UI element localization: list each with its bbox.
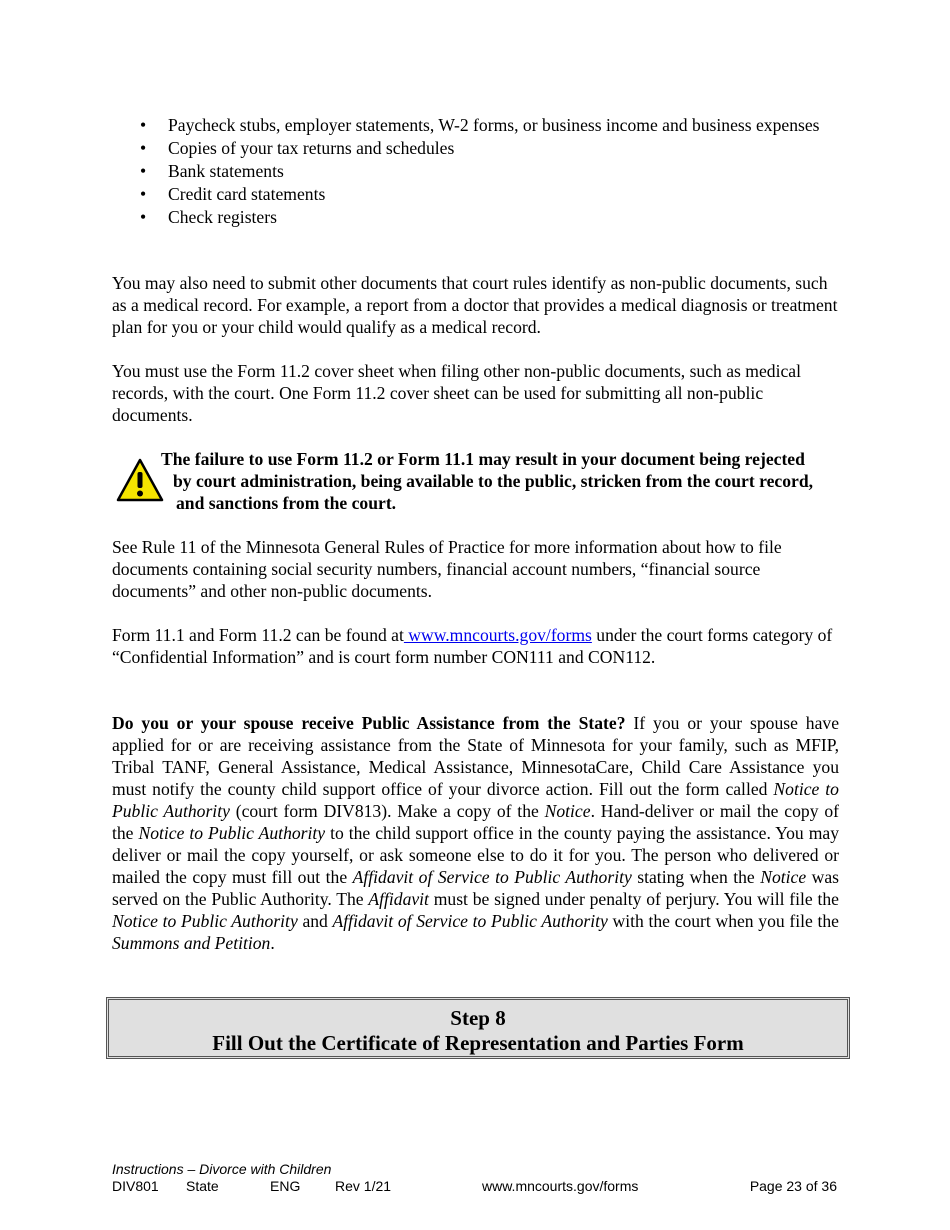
footer-title: Instructions – Divorce with Children <box>112 1161 332 1177</box>
paragraph-text: If you or your spouse have applied for or are receiving assistance from the State of Minnesota for your family, such as MFIP, Tribal TANF, General Assistance, Medical Assistance, MinnesotaCare, Child Care Assistance you must notify the county child support office of your divorce action. Fill out the form called <box>112 713 839 799</box>
list-item: • Credit card statements <box>112 183 839 205</box>
form-title: Affidavit of Service to Public Authority <box>332 911 608 931</box>
step-8-heading-box <box>106 997 850 1059</box>
footer-row <box>112 1178 839 1195</box>
non-public-documents-paragraph: You may also need to submit other documents that court rules identify as non-public documents, such as a medical record. For example, a report from a doctor that provides a medical diagnosis or treatment plan for you or your child would qualify as a medical record. <box>112 273 838 337</box>
forms-location-text: under the court forms category of “Confidential Information” and is court form number CON111 and CON112. <box>112 625 833 667</box>
form-title: Notice to Public Authority <box>112 779 839 821</box>
footer-form-number: DIV801 <box>112 1178 159 1194</box>
rule-11-paragraph: See Rule 11 of the Minnesota General Rules of Practice for more information about how to file documents containing social security numbers, financial account numbers, “financial source documents” and other non-public documents. <box>112 537 782 601</box>
public-assistance-paragraph <box>112 712 839 954</box>
public-assistance-heading: Do you or your spouse receive Public Assistance from the State? <box>112 713 626 733</box>
paragraph-text: . <box>270 933 275 953</box>
paragraph-text: . Hand-deliver or mail the copy of the <box>112 801 839 843</box>
warning-triangle-icon <box>116 458 164 502</box>
paragraph-text: stating when the <box>631 867 761 887</box>
form-title: Notice <box>544 801 591 821</box>
footer-page-number: Page 23 of 36 <box>749 1178 837 1194</box>
footer-revision: Rev 1/21 <box>335 1178 392 1194</box>
paragraph-text: with the court when you file the <box>607 911 839 931</box>
step-number: Step 8 <box>450 1006 506 1030</box>
form-title: Summons and Petition <box>112 933 271 953</box>
forms-location-paragraph <box>112 624 839 668</box>
paragraph-text: and <box>297 911 333 931</box>
forms-location-text: Form 11.1 and Form 11.2 can be found at <box>112 625 404 645</box>
paragraph-text: (court form DIV813). Make a copy of the <box>229 801 545 821</box>
step-title: Fill Out the Certificate of Representation and Parties Form <box>212 1031 744 1055</box>
form-title: Notice <box>760 867 807 887</box>
footer-language: ENG <box>270 1178 301 1194</box>
footer-state: State <box>186 1178 219 1194</box>
warning-line: and sanctions from the court. <box>176 493 397 513</box>
warning-line: by court administration, being available to the public, stricken from the court record, <box>173 471 814 491</box>
paragraph-text: to the child support office in the county paying the assistance. You may deliver or mail the copy yourself, or ask someone else to do it for you. The person who delivered or mailed the copy must fill out the <box>112 823 839 887</box>
form-title: Affidavit of Service to Public Authority <box>352 867 632 887</box>
paragraph-text: must be signed under penalty of perjury. You will file the <box>428 889 839 909</box>
form-title: Notice to Public Authority <box>112 911 298 931</box>
warning-line: The failure to use Form 11.2 or Form 11.1 may result in your document being rejected <box>161 449 805 469</box>
page-footer <box>112 1161 839 1195</box>
footer-url: www.mncourts.gov/forms <box>482 1178 639 1194</box>
form-11-2-paragraph: You must use the Form 11.2 cover sheet when filing other non-public documents, such as medical records, with the court. One Form 11.2 cover sheet can be used for submitting all non-public documents. <box>112 361 801 425</box>
warning-text <box>161 448 841 514</box>
list-item: • Paycheck stubs, employer statements, W-2 forms, or business income and business expenses <box>112 114 839 136</box>
list-item: • Bank statements <box>112 160 839 182</box>
form-title: Notice to Public Authority <box>138 823 326 843</box>
mncourts-forms-link[interactable]: www.mncourts.gov/forms <box>403 625 592 645</box>
list-item: • Check registers <box>112 206 839 228</box>
list-item: • Copies of your tax returns and schedules <box>112 137 839 159</box>
document-list <box>112 114 839 229</box>
form-title: Affidavit <box>368 889 429 909</box>
paragraph-text: was served on the Public Authority. The <box>112 867 839 909</box>
